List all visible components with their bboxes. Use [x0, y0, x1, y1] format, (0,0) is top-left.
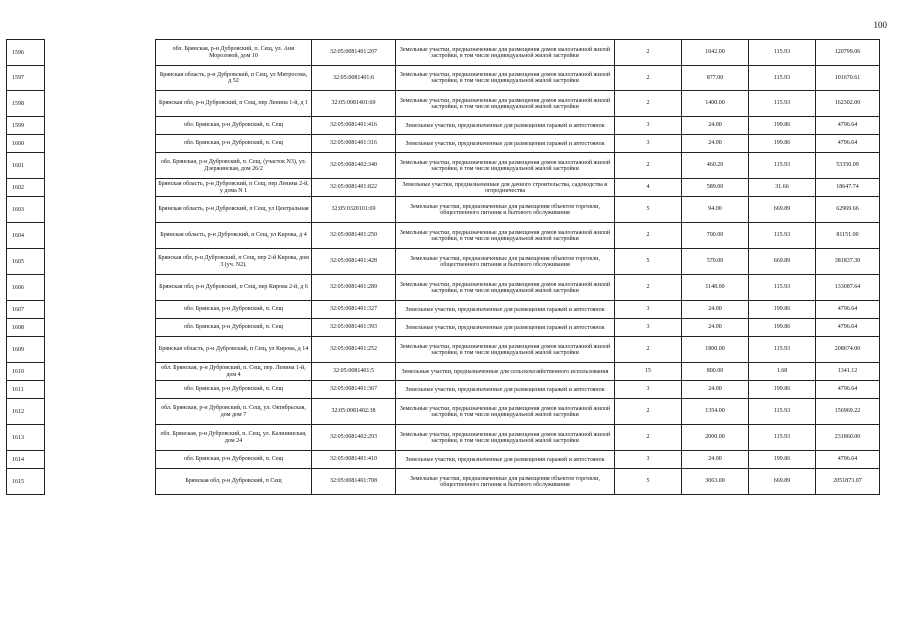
area-cell: 94.00	[682, 197, 749, 223]
address-cell: обл. Брянская, р-н Дубровский, п. Сещ, пер. Ленина 1-й, дом 4	[156, 363, 312, 381]
address-cell: обл. Брянская, р-н Дубровский, п. Сещ, ул. Калининская, дом 24	[156, 425, 312, 451]
cadastral-number-cell: 32:05:0081401:289	[312, 275, 396, 301]
table-row	[156, 249, 880, 275]
address-cell: Брянская область, р-н Дубровский, п Сещ, ул Кирова, д 4	[156, 223, 312, 249]
row-number-row	[7, 425, 45, 451]
land-use-cell: Земельные участки, предназначенные для дачного строительства, садоводства и огородничества	[396, 179, 615, 197]
land-use-cell: Земельные участки, предназначенные для размещения гаражей и автостоянок	[396, 381, 615, 399]
row-number-row	[7, 135, 45, 153]
use-group-cell: 5	[615, 469, 682, 495]
specific-value-cell: 199.86	[749, 451, 816, 469]
land-use-cell: Земельные участки, предназначенные для размещения гаражей и автостоянок	[396, 117, 615, 135]
table-row	[156, 363, 880, 381]
area-cell: 800.00	[682, 363, 749, 381]
page-number: 100	[873, 20, 887, 30]
row-number: 1609	[7, 337, 45, 363]
specific-value-cell: 115.93	[749, 275, 816, 301]
row-number: 1603	[7, 197, 45, 223]
land-use-cell: Земельные участки, предназначенные для размещения гаражей и автостоянок	[396, 319, 615, 337]
row-number-column	[6, 39, 45, 495]
row-number-row	[7, 469, 45, 495]
area-cell: 1354.00	[682, 399, 749, 425]
row-number: 1611	[7, 381, 45, 399]
land-use-cell: Земельные участки, предназначенные для размещения объектов торговли, общественного питания и бытового обслуживания	[396, 249, 615, 275]
table-row	[156, 153, 880, 179]
row-number: 1602	[7, 179, 45, 197]
row-number-row	[7, 451, 45, 469]
area-cell: 1800.00	[682, 337, 749, 363]
address-cell: обл. Брянская, р-н Дубровский, п. Сещ, ул. Октябрьская, дом дом 7	[156, 399, 312, 425]
table-row	[156, 179, 880, 197]
land-use-cell: Земельные участки, предназначенные для размещения домов малоэтажной жилой застройки, в том числе индивидуальной жилой застройки	[396, 275, 615, 301]
cadastral-value-cell: 120799.06	[816, 40, 880, 66]
table-row	[156, 40, 880, 66]
use-group-cell: 3	[615, 319, 682, 337]
row-number-row	[7, 275, 45, 301]
specific-value-cell: 115.93	[749, 425, 816, 451]
address-cell: обл. Брянская, р-н Дубровский, п. Сещ	[156, 381, 312, 399]
specific-value-cell: 199.86	[749, 381, 816, 399]
cadastral-value-cell: 81151.00	[816, 223, 880, 249]
row-number: 1608	[7, 319, 45, 337]
table-row	[156, 91, 880, 117]
address-cell: Брянская область, р-н Дубровский, п Сещ, ул Митросова, д 52	[156, 66, 312, 91]
use-group-cell: 3	[615, 381, 682, 399]
land-use-cell: Земельные участки, предназначенные для размещения домов малоэтажной жилой застройки, в том числе индивидуальной жилой застройки	[396, 66, 615, 91]
area-cell: 24.00	[682, 135, 749, 153]
row-number: 1600	[7, 135, 45, 153]
row-number: 1610	[7, 363, 45, 381]
row-number-row	[7, 337, 45, 363]
cadastral-value-cell: 18647.74	[816, 179, 880, 197]
address-cell: Брянская обл, р-н Дубровский, п Сещ, пер Кирова 2-й, д 6	[156, 275, 312, 301]
address-cell: обл. Брянская, р-н Дубровский, п. Сещ, ул. Ани Морозовой, дом 10	[156, 40, 312, 66]
address-cell: Брянская область, р-н Дубровский, п Сещ, ул Кирова, д 14	[156, 337, 312, 363]
cadastral-number-cell: 32:05:0081401:207	[312, 40, 396, 66]
specific-value-cell: 115.93	[749, 223, 816, 249]
use-group-cell: 2	[615, 223, 682, 249]
address-cell: Брянская область, р-н Дубровский, п Сещ, пер Ленина 2-й, у дома N 1	[156, 179, 312, 197]
row-number: 1597	[7, 66, 45, 91]
area-cell: 1042.00	[682, 40, 749, 66]
cadastral-number-cell: 32:05:0081401:5	[312, 363, 396, 381]
table-row	[156, 301, 880, 319]
cadastral-number-cell: 32:05:0081401:327	[312, 301, 396, 319]
use-group-cell: 4	[615, 179, 682, 197]
cadastral-number-cell: 32:05:0081401:416	[312, 117, 396, 135]
area-cell: 700.00	[682, 223, 749, 249]
use-group-cell: 2	[615, 153, 682, 179]
specific-value-cell: 669.89	[749, 469, 816, 495]
row-number: 1614	[7, 451, 45, 469]
row-number-row	[7, 40, 45, 66]
cadastral-number-cell: 32:05:0081401:822	[312, 179, 396, 197]
specific-value-cell: 199.86	[749, 117, 816, 135]
area-cell: 1400.00	[682, 91, 749, 117]
row-number: 1606	[7, 275, 45, 301]
area-cell: 3063.00	[682, 469, 749, 495]
table-row	[156, 381, 880, 399]
cadastral-number-cell: 32:05:0081401:428	[312, 249, 396, 275]
specific-value-cell: 199.86	[749, 301, 816, 319]
row-number: 1615	[7, 469, 45, 495]
row-number-row	[7, 179, 45, 197]
land-use-cell: Земельные участки, предназначенные для размещения домов малоэтажной жилой застройки, в том числе индивидуальной жилой застройки	[396, 223, 615, 249]
cadastral-number-cell: 32:05:0081401:708	[312, 469, 396, 495]
row-number-row	[7, 223, 45, 249]
table-row	[156, 425, 880, 451]
address-cell: обл. Брянская, р-н Дубровский, п. Сещ	[156, 135, 312, 153]
address-cell: Брянская обл, р-н Дубровский, п Сещ, пер Ленина 1-й, д 1	[156, 91, 312, 117]
row-number-row	[7, 197, 45, 223]
row-number: 1605	[7, 249, 45, 275]
use-group-cell: 3	[615, 301, 682, 319]
land-use-cell: Земельные участки, предназначенные для размещения домов малоэтажной жилой застройки, в том числе индивидуальной жилой застройки	[396, 425, 615, 451]
table-row	[156, 275, 880, 301]
cadastral-number-cell: 32:05:0081401:393	[312, 319, 396, 337]
row-number-row	[7, 363, 45, 381]
use-group-cell: 5	[615, 197, 682, 223]
cadastral-value-cell: 4796.64	[816, 451, 880, 469]
table-row	[156, 66, 880, 91]
specific-value-cell: 31.66	[749, 179, 816, 197]
table-row	[156, 469, 880, 495]
table-row	[156, 399, 880, 425]
area-cell: 877.00	[682, 66, 749, 91]
cadastral-value-cell: 62969.66	[816, 197, 880, 223]
land-use-cell: Земельные участки, предназначенные для размещения домов малоэтажной жилой застройки, в том числе индивидуальной жилой застройки	[396, 153, 615, 179]
specific-value-cell: 669.89	[749, 249, 816, 275]
area-cell: 24.00	[682, 301, 749, 319]
cadastral-value-cell: 133087.64	[816, 275, 880, 301]
specific-value-cell: 669.89	[749, 197, 816, 223]
area-cell: 570.00	[682, 249, 749, 275]
address-cell: обл. Брянская, р-н Дубровский, п. Сещ	[156, 451, 312, 469]
specific-value-cell: 115.93	[749, 337, 816, 363]
cadastral-value-cell: 156969.22	[816, 399, 880, 425]
specific-value-cell: 115.93	[749, 153, 816, 179]
land-use-cell: Земельные участки, предназначенные для размещения домов малоэтажной жилой застройки, в том числе индивидуальной жилой застройки	[396, 91, 615, 117]
use-group-cell: 2	[615, 425, 682, 451]
cadastral-number-cell: 32:05:0081401:367	[312, 381, 396, 399]
cadastral-value-cell: 381837.30	[816, 249, 880, 275]
use-group-cell: 2	[615, 399, 682, 425]
row-number: 1599	[7, 117, 45, 135]
area-cell: 2000.00	[682, 425, 749, 451]
row-number: 1612	[7, 399, 45, 425]
land-use-cell: Земельные участки, предназначенные для размещения объектов торговли, общественного питания и бытового обслуживания	[396, 197, 615, 223]
cadastral-number-cell: 32:05:0081401:6	[312, 66, 396, 91]
area-cell: 589.00	[682, 179, 749, 197]
row-number-row	[7, 381, 45, 399]
specific-value-cell: 199.86	[749, 319, 816, 337]
use-group-cell: 2	[615, 66, 682, 91]
land-use-cell: Земельные участки, предназначенные для размещения домов малоэтажной жилой застройки, в том числе индивидуальной жилой застройки	[396, 337, 615, 363]
cadastral-number-cell: 32:05:0081401:250	[312, 223, 396, 249]
land-use-cell: Земельные участки, предназначенные для размещения гаражей и автостоянок	[396, 451, 615, 469]
land-use-cell: Земельные участки, предназначенные для сельскохозяйственного использования	[396, 363, 615, 381]
cadastral-value-cell: 4796.64	[816, 319, 880, 337]
area-cell: 24.00	[682, 451, 749, 469]
row-number-row	[7, 249, 45, 275]
row-number-row	[7, 301, 45, 319]
use-group-cell: 2	[615, 40, 682, 66]
cadastral-value-cell: 4796.64	[816, 301, 880, 319]
address-cell: Брянская обл, р-н Дубровский, п Сещ, пер 2-й Кирова, дом 3 (уч. N2).	[156, 249, 312, 275]
cadastral-value-cell: 162302.00	[816, 91, 880, 117]
cadastral-number-cell: 32:05:0081402:38	[312, 399, 396, 425]
land-plot-table	[155, 39, 880, 495]
row-number: 1596	[7, 40, 45, 66]
row-number: 1613	[7, 425, 45, 451]
land-use-cell: Земельные участки, предназначенные для размещения домов малоэтажной жилой застройки, в том числе индивидуальной жилой застройки	[396, 399, 615, 425]
cadastral-value-cell: 101670.61	[816, 66, 880, 91]
specific-value-cell: 1.68	[749, 363, 816, 381]
use-group-cell: 3	[615, 135, 682, 153]
cadastral-value-cell: 231860.00	[816, 425, 880, 451]
cadastral-number-cell: 32:05:0081402:340	[312, 153, 396, 179]
cadastral-value-cell: 4796.64	[816, 381, 880, 399]
cadastral-value-cell: 208674.00	[816, 337, 880, 363]
address-cell: Брянская область, р-н Дубровский, п Сещ, ул Центральная	[156, 197, 312, 223]
cadastral-value-cell: 4796.64	[816, 117, 880, 135]
specific-value-cell: 115.93	[749, 399, 816, 425]
row-number-row	[7, 117, 45, 135]
row-number: 1601	[7, 153, 45, 179]
cadastral-number-cell: 32:05:0081401:410	[312, 451, 396, 469]
cadastral-number-cell: 32:05:0320101:69	[312, 197, 396, 223]
row-number-row	[7, 319, 45, 337]
address-cell: обл. Брянская, р-н Дубровский, п. Сещ	[156, 117, 312, 135]
area-cell: 460.20	[682, 153, 749, 179]
use-group-cell: 5	[615, 249, 682, 275]
land-use-cell: Земельные участки, предназначенные для размещения домов малоэтажной жилой застройки, в том числе индивидуальной жилой застройки	[396, 40, 615, 66]
specific-value-cell: 115.93	[749, 40, 816, 66]
cadastral-value-cell: 53350.99	[816, 153, 880, 179]
address-cell: Брянская обл, р-н Дубровский, п Сещ	[156, 469, 312, 495]
address-cell: обл. Брянская, р-н Дубровский, п. Сещ, (участок N3), ул. Дзержинская, дом 26/2	[156, 153, 312, 179]
address-cell: обл. Брянская, р-н Дубровский, п. Сещ	[156, 319, 312, 337]
use-group-cell: 2	[615, 337, 682, 363]
area-cell: 1148.00	[682, 275, 749, 301]
row-number-row	[7, 91, 45, 117]
area-cell: 24.00	[682, 319, 749, 337]
cadastral-number-cell: 32:05:0081401:69	[312, 91, 396, 117]
row-number: 1598	[7, 91, 45, 117]
use-group-cell: 2	[615, 275, 682, 301]
specific-value-cell: 199.86	[749, 135, 816, 153]
address-cell: обл. Брянская, р-н Дубровский, п. Сещ	[156, 301, 312, 319]
cadastral-number-cell: 32:05:0081401:252	[312, 337, 396, 363]
use-group-cell: 15	[615, 363, 682, 381]
specific-value-cell: 115.93	[749, 66, 816, 91]
use-group-cell: 3	[615, 451, 682, 469]
row-number: 1607	[7, 301, 45, 319]
land-use-cell: Земельные участки, предназначенные для размещения гаражей и автостоянок	[396, 135, 615, 153]
cadastral-value-cell: 1341.12	[816, 363, 880, 381]
cadastral-value-cell: 2051873.07	[816, 469, 880, 495]
area-cell: 24.00	[682, 117, 749, 135]
area-cell: 24.00	[682, 381, 749, 399]
row-number-row	[7, 153, 45, 179]
table-row	[156, 451, 880, 469]
specific-value-cell: 115.93	[749, 91, 816, 117]
table-row	[156, 319, 880, 337]
table-row	[156, 337, 880, 363]
use-group-cell: 3	[615, 117, 682, 135]
table-row	[156, 223, 880, 249]
table-row	[156, 135, 880, 153]
table-row	[156, 117, 880, 135]
row-number: 1604	[7, 223, 45, 249]
row-number-row	[7, 66, 45, 91]
cadastral-value-cell: 4796.64	[816, 135, 880, 153]
land-use-cell: Земельные участки, предназначенные для размещения гаражей и автостоянок	[396, 301, 615, 319]
cadastral-number-cell: 32:05:0081402:293	[312, 425, 396, 451]
use-group-cell: 2	[615, 91, 682, 117]
row-number-row	[7, 399, 45, 425]
cadastral-number-cell: 32:05:0081401:316	[312, 135, 396, 153]
table-row	[156, 197, 880, 223]
land-use-cell: Земельные участки, предназначенные для размещения объектов торговли, общественного питания и бытового обслуживания	[396, 469, 615, 495]
